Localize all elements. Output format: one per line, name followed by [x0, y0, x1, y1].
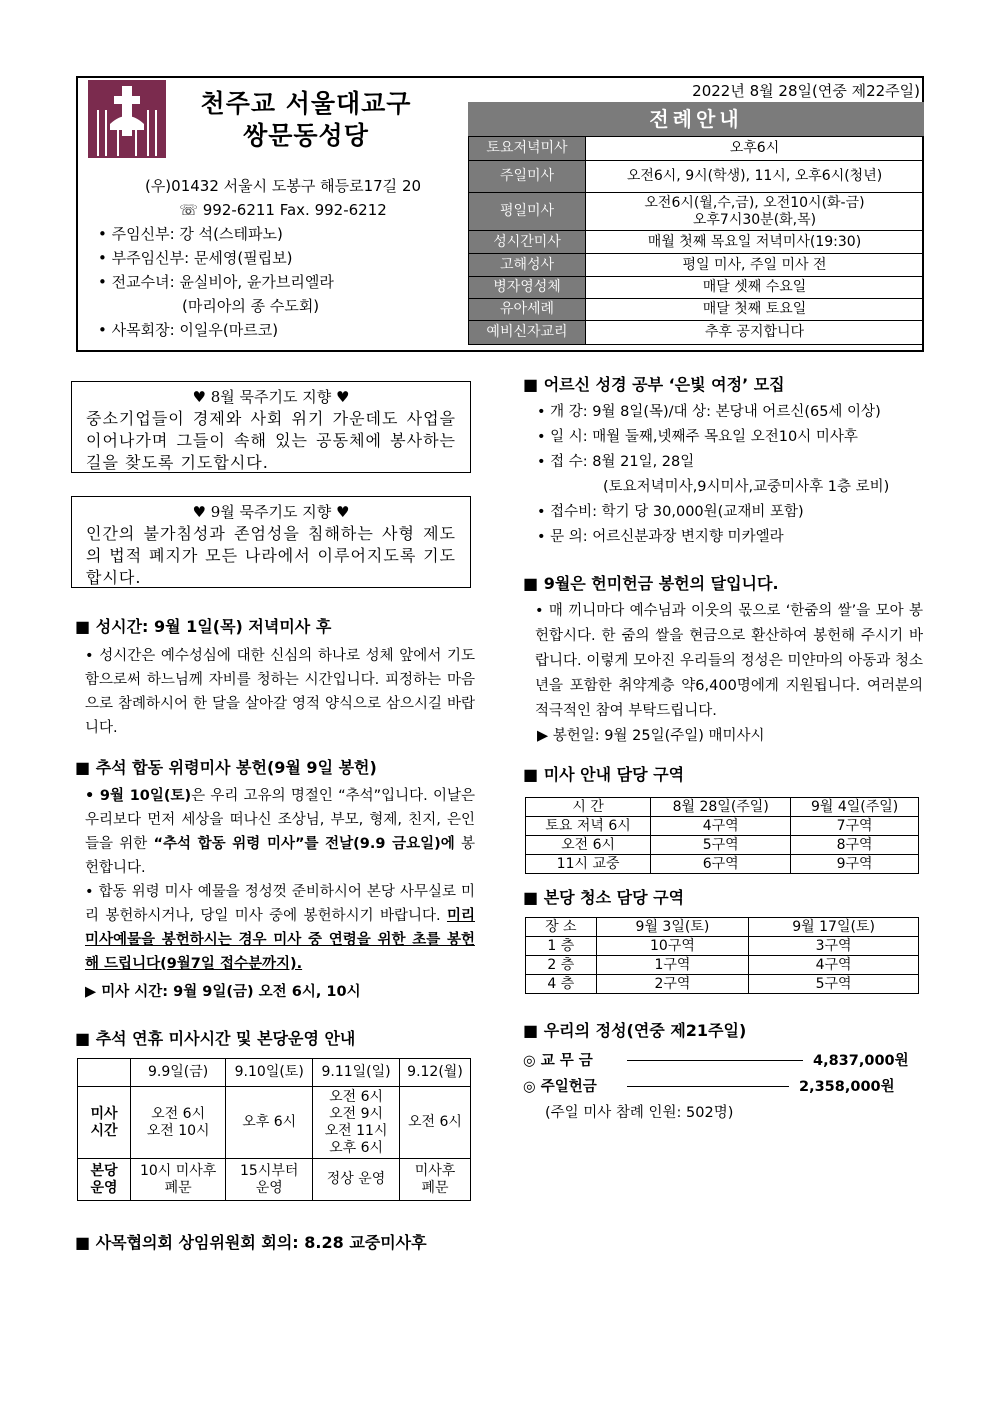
holiday-table: [77, 1058, 471, 1201]
mass-guide-cell: 8구역: [791, 836, 919, 855]
elder-study-title: ■ 어르신 성경 공부 ‘은빛 여정’ 모집: [523, 375, 785, 394]
mass-guide-cell: 토요 저녁 6시: [526, 817, 651, 836]
cleaning-table: [525, 917, 919, 994]
cleaning-cell: 4 층: [526, 975, 597, 994]
liturgy-label: 고해성사: [469, 254, 586, 277]
chuseok-mass-title: ■ 추석 합동 위령미사 봉헌(9월 9일 봉헌): [75, 758, 377, 777]
rice-offering-section: [523, 573, 923, 748]
mass-guide-cell: 7구역: [791, 817, 919, 836]
august-intention-box: [71, 381, 471, 473]
rice-offering-title: ■ 9월은 헌미헌금 봉헌의 달입니다.: [523, 574, 779, 593]
liturgy-value: 매달 셋째 수요일: [586, 277, 924, 299]
september-intention-body: 인간의 불가침성과 존엄성을 침해하는 사형 제도의 법적 폐지가 모든 나라에서 이루어지도록 기도합시다.: [86, 524, 456, 587]
holiday-corner: [78, 1059, 131, 1087]
liturgy-label: 병자영성체: [469, 277, 586, 299]
liturgy-label: 평일미사: [469, 193, 586, 231]
cleaning-cell: 2구역: [596, 975, 749, 994]
holiday-row-label: 본당 운영: [78, 1159, 131, 1201]
offering-label: ◎ 주일헌금: [523, 1079, 597, 1095]
chuseok-mass-section: [75, 757, 475, 1004]
september-intention-title: ♥ 9월 묵주기도 지향 ♥: [192, 503, 350, 521]
liturgy-value: [586, 193, 924, 231]
liturgy-label: 주일미사: [469, 161, 586, 193]
holiday-cell: 오전 6시 오전 10시: [131, 1087, 226, 1159]
contact-block: [98, 174, 468, 342]
mass-guide-header: 9월 4일(주일): [791, 798, 919, 817]
church-name-line1: 천주교 서울대교구: [200, 89, 412, 118]
chuseok-mass-p1: [75, 784, 475, 880]
holiday-cell: 미사후 폐문: [399, 1159, 470, 1201]
holiday-cell: 정상 운영: [313, 1159, 400, 1201]
chuseok-memorial-mass: “추석 합동 위령 미사”를 전날(9.9 금요일)에: [153, 836, 455, 852]
cleaning-header: 장 소: [526, 918, 597, 937]
offering-title: ■ 우리의 정성(연중 제21주일): [523, 1021, 747, 1040]
liturgy-label: 성시간미사: [469, 231, 586, 254]
liturgy-value: 추후 공지합니다: [586, 321, 924, 345]
offering-amount: 4,837,000원: [813, 1053, 909, 1069]
liturgy-label: 예비신자교리: [469, 321, 586, 345]
holy-hour-section: [75, 616, 475, 740]
elder-study-item: • 일 시: 매월 둘째,넷째주 목요일 오전10시 미사후: [537, 429, 858, 445]
bulletin-date: 2022년 8월 28일(연중 제22주일): [692, 82, 920, 100]
holiday-header: 9.9일(금): [131, 1059, 226, 1087]
holy-hour-body: • 성시간은 예수성심에 대한 신심의 하나로 성체 앞에서 기도함으로써 하느님께 자비를 청하는 시간입니다. 피정하는 마음으로 참례하시어 한 달을 살아갈 영적 양식으로 삼으시길 바랍니다.: [85, 648, 475, 736]
mass-guide-cell: 9구역: [791, 855, 919, 874]
liturgy-value: 매월 첫째 목요일 저녁미사(19:30): [586, 231, 924, 254]
staff-pastor: • 주임신부: 강 석(스테파노): [98, 225, 283, 243]
chuseok-mass-p2: [75, 880, 475, 976]
liturgy-label: 유아세례: [469, 299, 586, 321]
weekday-mass-line2: 오후7시30분(화,목): [692, 211, 817, 228]
bulletin-header: [76, 76, 924, 352]
council-meeting-title: ■ 사목협의회 상임위원회 회의: 8.28 교중미사후: [75, 1233, 427, 1252]
cleaning-title: ■ 본당 청소 담당 구역: [523, 888, 685, 907]
offering-text: • 합동 위령 미사 예물을 정성껏 준비하시어 본당 사무실로 미리 봉헌하시거나, 당일 미사 중에 봉헌하시기 바랍니다.: [85, 884, 475, 924]
liturgy-value: 오전6시, 9시(학생), 11시, 오후6시(청년): [586, 161, 924, 193]
address: (우)01432 서울시 도봉구 해등로17길 20: [144, 177, 422, 195]
chuseok-text-a: 은 우리 고유의 명절인 “추석”입니다. 이날은 우리보다 먼저 세상을 떠나신 조상님, 부모, 형제, 친지, 은인들을 위한: [85, 788, 476, 852]
cleaning-cell: 4구역: [749, 956, 919, 975]
mass-guide-cell: 11시 교중: [526, 855, 651, 874]
chuseok-text-b: 봉헌합니다.: [85, 836, 475, 876]
elder-study-item: • 접 수: 8월 21일, 28일: [537, 454, 695, 470]
candle-notice: 미리 미사예물을 봉헌하시는 경우 미사 중 연령을 위한 초를 봉헌해 드립니다(9월7일 접수분까지).: [85, 908, 475, 972]
holiday-header: 9.11일(일): [313, 1059, 400, 1087]
cleaning-cell: 3구역: [749, 937, 919, 956]
elder-study-item: • 문 의: 어르신분과장 변지향 미카엘라: [537, 529, 784, 545]
august-intention-body: 중소기업들이 경제와 사회 위기 가운데도 사업을 이어나가며 그들이 속해 있는 공동체에 봉사하는 길을 찾도록 기도합시다.: [86, 409, 456, 472]
rice-offering-date: ▶ 봉헌일: 9월 25일(주일) 매미사시: [537, 728, 765, 744]
cleaning-cell: 2 층: [526, 956, 597, 975]
liturgy-table: [468, 136, 924, 345]
holiday-row-label: 미사 시간: [78, 1087, 131, 1159]
holiday-header: 9.10일(토): [226, 1059, 313, 1087]
elder-study-section: [523, 374, 923, 550]
cleaning-cell: 5구역: [749, 975, 919, 994]
rice-offering-body: • 매 끼니마다 예수님과 이웃의 몫으로 ‘한줌의 쌀’을 모아 봉헌합시다. 한 줌의 쌀을 현금으로 환산하여 봉헌해 주시기 바랍니다. 이렇게 모아진 우리들의 정성은 미얀마의 아동과 청소년을 포함한 취약계층 약6,400명에게 지원됩니다. 여러분의 적극적인 참여 부탁드립니다.: [535, 603, 923, 719]
cleaning-cell: 1구역: [596, 956, 749, 975]
attendance-note: (주일 미사 참례 인원: 502명): [545, 1105, 734, 1121]
liturgy-title: 전례안내: [468, 102, 924, 136]
holiday-title: ■ 추석 연휴 미사시간 및 본당운영 안내: [75, 1029, 356, 1048]
offering-section: [523, 1020, 923, 1126]
weekday-mass-line1: 오전6시(월,수,금), 오전10시(화-금): [644, 194, 865, 211]
staff-council-head: • 사목회장: 이일우(마르코): [98, 321, 279, 339]
staff-order: (마리아의 종 수도회): [182, 297, 320, 315]
liturgy-value: 매달 첫째 토요일: [586, 299, 924, 321]
chuseok-mass-time: ▶ 미사 시간: 9월 9일(금) 오전 6시, 10시: [85, 984, 361, 1000]
mass-guide-header: 8월 28일(주일): [651, 798, 791, 817]
holiday-cell: 오후 6시: [226, 1087, 313, 1159]
holiday-cell: 오전 6시: [399, 1087, 470, 1159]
holiday-cell: 오전 6시 오전 9시 오전 11시 오후 6시: [313, 1087, 400, 1159]
holiday-header: 9.12(월): [399, 1059, 470, 1087]
staff-sisters: • 전교수녀: 윤실비아, 윤가브리엘라: [98, 273, 334, 291]
mass-guide-cell: 6구역: [651, 855, 791, 874]
mass-guide-cell: 5구역: [651, 836, 791, 855]
offering-row-tithe: [523, 1048, 923, 1074]
church-name-line2: 쌍문동성당: [243, 121, 369, 150]
liturgy-value: 평일 미사, 주일 미사 전: [586, 254, 924, 277]
leader-line: [627, 1048, 803, 1061]
church-logo-icon: [88, 80, 166, 158]
phone-fax: ☏ 992-6211 Fax. 992-6212: [179, 201, 387, 219]
elder-study-list: [523, 400, 923, 550]
mass-guide-cell: 오전 6시: [526, 836, 651, 855]
mass-guide-cell: 4구역: [651, 817, 791, 836]
mass-guide-header: 시 간: [526, 798, 651, 817]
elder-study-item: • 접수비: 학기 당 30,000원(교재비 포함): [537, 504, 804, 520]
chuseok-date: • 9월 10일(토): [85, 788, 192, 804]
holiday-cell: 10시 미사후 폐문: [131, 1159, 226, 1201]
cleaning-cell: 10구역: [596, 937, 749, 956]
liturgy-label: 토요저녁미사: [469, 137, 586, 161]
offering-amount: 2,358,000원: [799, 1079, 895, 1095]
liturgy-value: 오후6시: [586, 137, 924, 161]
mass-guide-table: [525, 797, 919, 874]
holiday-cell: 15시부터 운영: [226, 1159, 313, 1201]
leader-line: [627, 1074, 789, 1087]
cleaning-header: 9월 17일(토): [749, 918, 919, 937]
offering-row-sunday: [523, 1074, 923, 1100]
offering-label: ◎ 교 무 금: [523, 1053, 593, 1069]
holy-hour-title: ■ 성시간: 9월 1일(목) 저녁미사 후: [75, 617, 332, 636]
church-title: [186, 88, 426, 152]
september-intention-box: [71, 496, 471, 588]
holiday-section: [75, 1028, 475, 1050]
elder-study-item: (토요저녁미사,9시미사,교중미사후 1층 로비): [603, 479, 890, 495]
mass-guide-title: ■ 미사 안내 담당 구역: [523, 765, 685, 784]
elder-study-item: • 개 강: 9월 8일(목)/대 상: 본당내 어르신(65세 이상): [537, 404, 881, 420]
cleaning-header: 9월 3일(토): [596, 918, 749, 937]
staff-assistant: • 부주임신부: 문세영(필립보): [98, 249, 293, 267]
cleaning-cell: 1 층: [526, 937, 597, 956]
august-intention-title: ♥ 8월 묵주기도 지향 ♥: [192, 388, 350, 406]
